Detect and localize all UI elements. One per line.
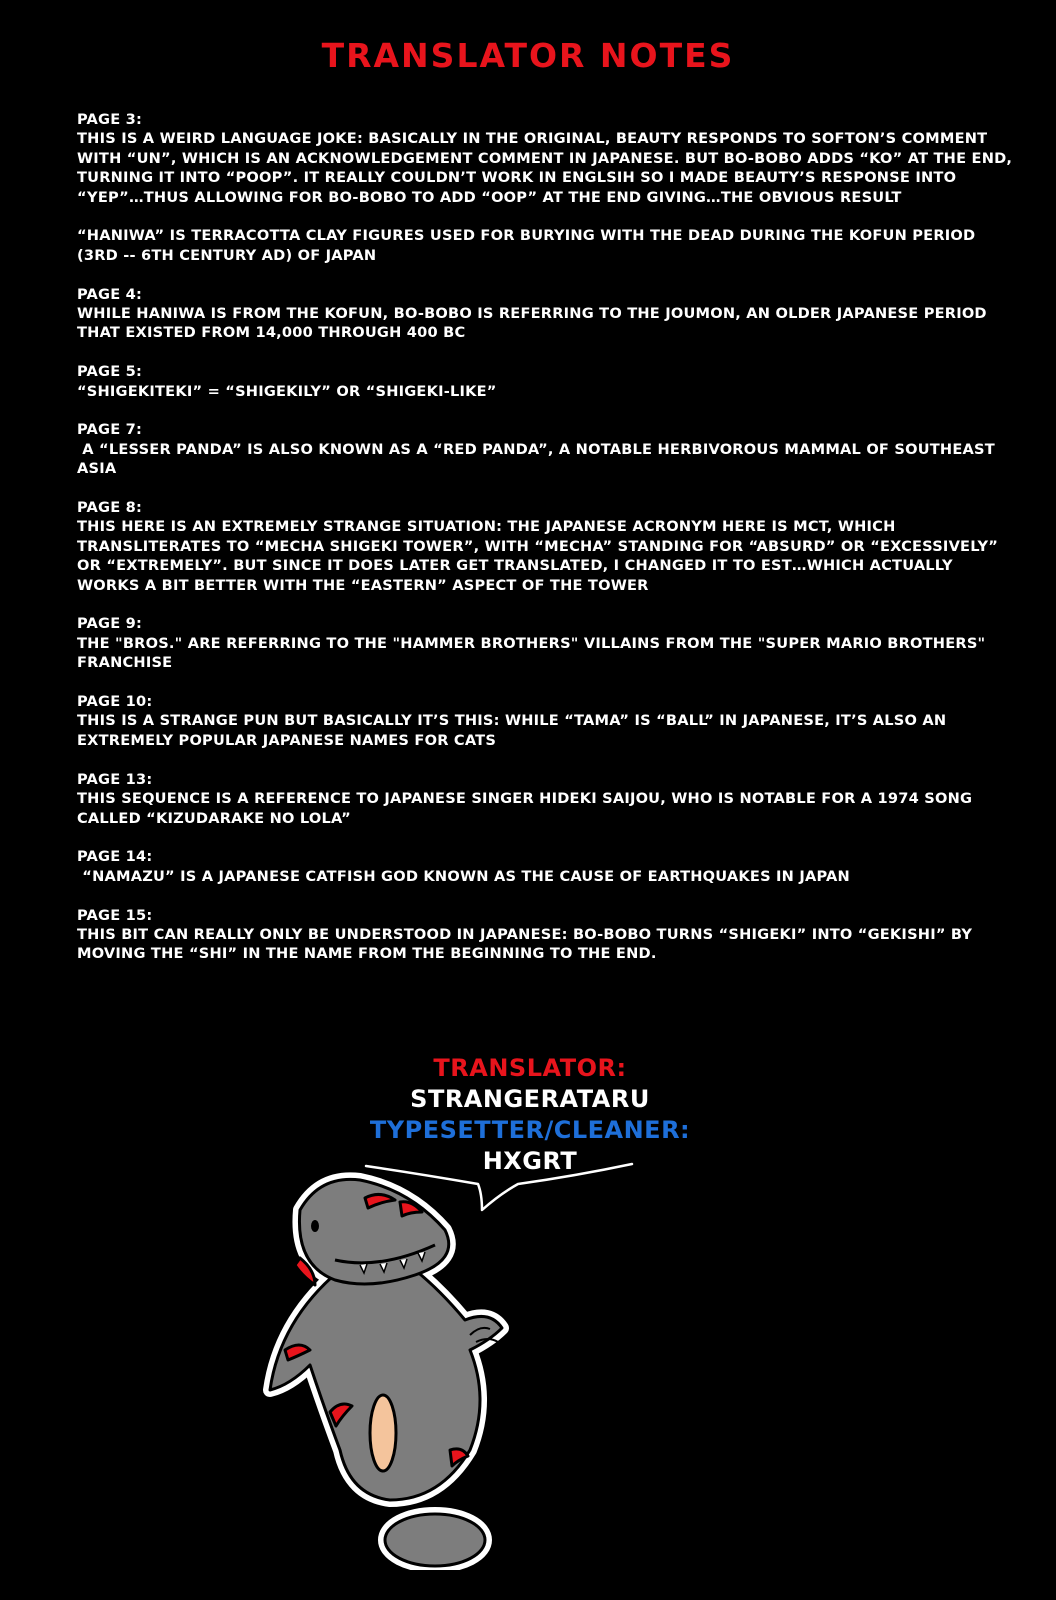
translator-name: STRANGERATARU [410,1085,650,1113]
page-title: TRANSLATOR NOTES [321,36,735,75]
note-body: THIS IS A STRANGE PUN BUT BASICALLY IT’S THIS: WHILE “TAMA” IS “BALL” IN JAPANESE, IT’S ALSO AN EXTREMELY POPULAR JAPANESE NAMES FOR CATS [77,712,952,749]
note-body: “HANIWA” IS TERRACOTTA CLAY FIGURES USED FOR BURYING WITH THE DEAD DURING THE KOFUN PERIOD (3RD -- 6TH CENTURY AD) OF JAPAN [77,227,981,264]
note-body: A “LESSER PANDA” IS ALSO KNOWN AS A “RED PANDA”, A NOTABLE HERBIVOROUS MAMMAL OF SOUTHEAST ASIA [77,440,1001,478]
note-page-section [77,906,1017,964]
note-page-section [77,692,1017,750]
note-heading: PAGE 9: [77,615,143,633]
note-body: THIS HERE IS AN EXTREMELY STRANGE SITUATION: THE JAPANESE ACRONYM HERE IS MCT, WHICH TRANSLITERATES TO “MECHA SHIGEKI TOWER”, WITH “MECHA” STANDING FOR “ABSURD” OR “EXCESSIVELY” OR “EXTREMELY”. BUT SINCE IT DOES LATER GET TRANSLATED, I CHANGED IT TO EST…WHICH ACTUALLY WORKS A BIT BETTER WITH THE “EASTERN” ASPECT OF THE TOWER [77,518,1004,594]
note-page-section [77,420,1017,478]
note-heading: PAGE 15: [77,906,153,924]
note-body: “SHIGEKITEKI” = “SHIGEKILY” OR “SHIGEKI-LIKE” [77,382,497,400]
note-heading: PAGE 8: [77,499,143,517]
note-body: THIS BIT CAN REALLY ONLY BE UNDERSTOOD IN JAPANESE: BO-BOBO TURNS “SHIGEKI” INTO “GEKISHI” BY MOVING THE “SHI” IN THE NAME FROM THE BEGINNING TO THE END. [77,925,978,963]
note-heading: PAGE 7: [77,421,143,439]
typesetter-name: HXGRT [482,1147,578,1175]
typesetter-role-label: TYPESETTER/CLEANER: [369,1116,691,1144]
note-heading: PAGE 14: [77,848,153,866]
note-heading: PAGE 3: [77,111,143,128]
note-body: WHILE HANIWA IS FROM THE KOFUN, BO-BOBO IS REFERRING TO THE JOUMON, AN OLDER JAPANESE PERIOD THAT EXISTED FROM 14,000 THROUGH 400 BC [77,305,993,342]
note-heading: PAGE 4: [77,285,143,303]
note-body: “NAMAZU” IS A JAPANESE CATFISH GOD KNOWN AS THE CAUSE OF EARTHQUAKES IN JAPAN [77,867,850,885]
note-heading: PAGE 5: [77,363,143,381]
note-heading: PAGE 10: [77,693,153,711]
note-page-section [77,110,1017,265]
note-page-section [77,770,1017,828]
note-heading: PAGE 13: [77,770,153,788]
translator-notes [77,110,1017,983]
note-page-section [77,362,1017,401]
note-page-section [77,614,1017,672]
note-page-section [77,285,1017,343]
dinosaur-mascot-icon [240,1150,530,1570]
note-body: THE "BROS." ARE REFERRING TO THE "HAMMER BROTHERS" VILLAINS FROM THE "SUPER MARIO BROTHERS" FRANCHISE [77,634,991,672]
note-page-section [77,498,1017,595]
note-body: THIS IS A WEIRD LANGUAGE JOKE: BASICALLY IN THE ORIGINAL, BEAUTY RESPONDS TO SOFTON’S COMMENT WITH “UN”, WHICH IS AN ACKNOWLEDGEMENT COMMENT IN JAPANESE. BUT BO-BOBO ADDS “KO” AT THE END, TURNING IT INTO “POOP”. IT REALLY COULDN’T WORK IN ENGLSIH SO I MADE BEAUTY’S RESPONSE INTO “YEP”…THUS ALLOWING FOR BO-BOBO TO ADD “OOP” AT THE END GIVING…THE OBVIOUS RESULT [77,130,1018,206]
note-page-section [77,847,1017,886]
note-body: THIS SEQUENCE IS A REFERENCE TO JAPANESE SINGER HIDEKI SAIJOU, WHO IS NOTABLE FOR A 1974 SONG CALLED “KIZUDARAKE NO LOLA” [77,790,978,827]
translator-role-label: TRANSLATOR: [433,1054,627,1082]
